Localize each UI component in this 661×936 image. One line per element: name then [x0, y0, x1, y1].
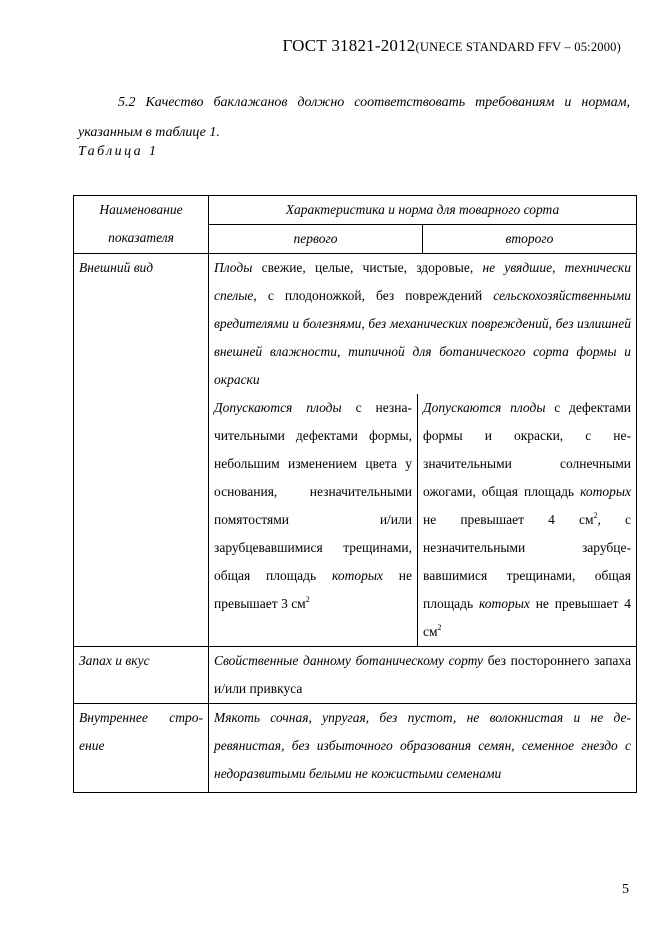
unece-standard: (UNECE STANDARD FFV – 05:2000) — [415, 40, 621, 54]
table-row-smell — [74, 647, 637, 704]
row-name-smell: Запах и вкус — [74, 647, 209, 704]
row-name-internal: Внутреннее строение — [74, 704, 209, 793]
internal-norm: Мякоть сочная, упругая, без пустот, не волокнистая и не деревянистая, без избыточного образования семян, семенное гнездо с недоразвитыми белыми не кожистыми семенами — [209, 704, 637, 793]
header-grade-first: первого — [209, 225, 423, 254]
header-grade-second: второго — [423, 225, 637, 254]
row-name-appearance: Внешний вид — [74, 254, 209, 647]
appearance-common: Плоды свежие, целые, чистые, здоровые, не увядшие, технически спелые, с плодоножкой, без повреждений сельскохозяйственными вредителями и болезнями, без механических повреждений, без излишней внешней влажности, типичной для ботанического сорта формы и окраски — [214, 260, 631, 387]
smell-norm: Свойственные данному ботаническому сорту без постороннего запаха и/или привкуса — [209, 647, 637, 704]
quality-table — [73, 195, 637, 793]
appearance-norms — [209, 254, 637, 647]
table-row-internal — [74, 704, 637, 793]
table-row-appearance — [74, 254, 637, 647]
table-title: Таблица 1 — [78, 144, 159, 159]
header-indicator-name: Наименование показателя — [74, 196, 209, 254]
header-characteristic: Характеристика и норма для товарного сорта — [209, 196, 637, 225]
clause-paragraph: 5.2 Качество баклажанов должно соответствовать требованиям и нормам, указанным в таблице 1. — [78, 95, 630, 140]
page-header — [282, 36, 621, 56]
gost-number: ГОСТ 31821-2012 — [282, 36, 416, 55]
appearance-grade-first: Допускаются плоды с незначительными дефектами формы, небольшим изменением цвета у основания, незначительными помятостями и/или зарубцевавшимися трещинами, общая площадь которых не превышает 3 $см^2$ — [209, 394, 418, 646]
appearance-grade-second: Допускаются плоды с дефектами формы и окраски, с незначительными солнечными ожогами, общая площадь которых не превышает 4 $см^2$, с незначительными зарубцевавшимися трещинами, общая площадь которых не превышает 4 $см^2$ — [423, 400, 631, 639]
table-header-row — [74, 196, 637, 225]
appearance-grades — [209, 394, 636, 646]
page-number: 5 — [622, 882, 629, 897]
